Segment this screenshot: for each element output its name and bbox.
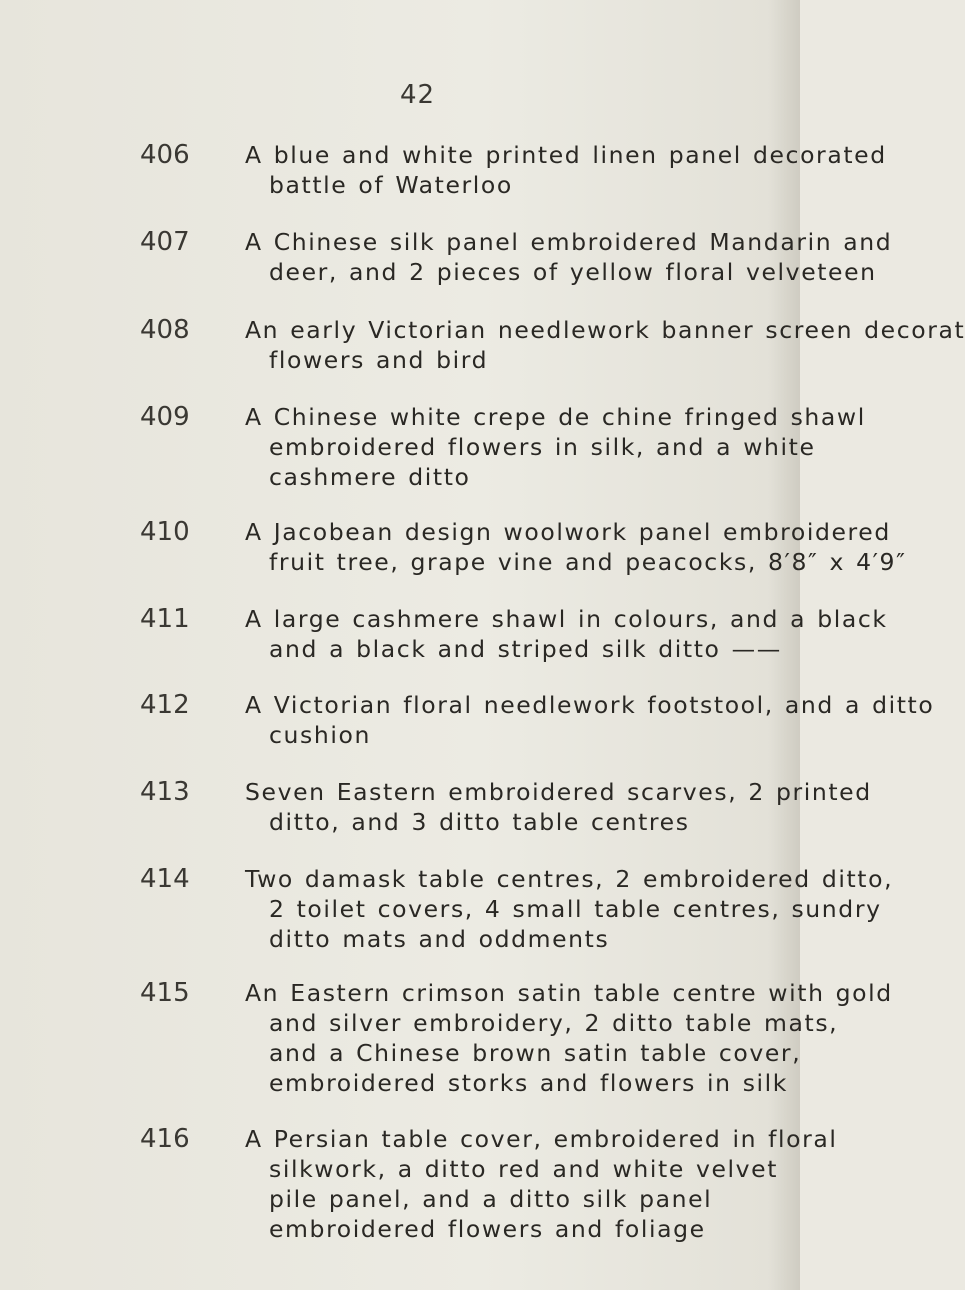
description-line: Seven Eastern embroidered scarves, 2 printed <box>245 778 872 806</box>
description-line: A Chinese silk panel embroidered Mandarin and <box>245 228 893 256</box>
description-line: flowers and bird <box>269 346 489 374</box>
lot-number: 412 <box>140 690 190 720</box>
lot-description <box>245 604 888 664</box>
lot-number: 406 <box>140 140 190 170</box>
description-line: and a Chinese brown satin table cover, <box>269 1039 802 1067</box>
description-line: An early Victorian needlework banner screen decorat <box>245 316 965 344</box>
description-line: A Victorian floral needlework footstool, and a ditto <box>245 691 935 719</box>
description-line: embroidered flowers and foliage <box>269 1215 706 1243</box>
description-line: 2 toilet covers, 4 small table centres, sundry <box>269 895 882 923</box>
description-line: A Jacobean design woolwork panel embroidered <box>245 518 891 546</box>
description-line: cushion <box>269 721 371 749</box>
description-line: fruit tree, grape vine and peacocks, 8′8″ x 4′9″ <box>269 548 907 576</box>
description-line: A Chinese white crepe de chine fringed shawl <box>245 403 866 431</box>
description-line: A blue and white printed linen panel decorated <box>245 141 887 169</box>
lot-description <box>245 777 872 837</box>
lot-number: 407 <box>140 227 190 257</box>
description-line: A Persian table cover, embroidered in floral <box>245 1125 838 1153</box>
description-line: and silver embroidery, 2 ditto table mats, <box>269 1009 839 1037</box>
lot-description <box>245 315 965 375</box>
description-line: Two damask table centres, 2 embroidered ditto, <box>245 865 894 893</box>
lot-description <box>245 140 887 200</box>
description-line: ditto mats and oddments <box>269 925 610 953</box>
description-line: ditto, and 3 ditto table centres <box>269 808 690 836</box>
description-line: An Eastern crimson satin table centre with gold <box>245 979 893 1007</box>
lot-number: 409 <box>140 402 190 432</box>
lot-number: 416 <box>140 1124 190 1154</box>
lot-description <box>245 227 893 287</box>
lot-number: 413 <box>140 777 190 807</box>
lot-number: 415 <box>140 978 190 1008</box>
description-line: A large cashmere shawl in colours, and a black <box>245 605 888 633</box>
description-line: pile panel, and a ditto silk panel <box>269 1185 713 1213</box>
lot-description <box>245 517 907 577</box>
description-line: and a black and striped silk ditto —— <box>269 635 782 663</box>
description-line: embroidered storks and flowers in silk <box>269 1069 789 1097</box>
description-line: deer, and 2 pieces of yellow floral velveteen <box>269 258 877 286</box>
lot-number: 408 <box>140 315 190 345</box>
lot-description <box>245 402 866 492</box>
lot-description <box>245 690 935 750</box>
lot-description <box>245 1124 838 1244</box>
description-line: silkwork, a ditto red and white velvet <box>269 1155 779 1183</box>
lot-number: 411 <box>140 604 190 634</box>
lot-description <box>245 978 893 1098</box>
lot-description <box>245 864 894 954</box>
description-line: embroidered flowers in silk, and a white <box>269 433 816 461</box>
description-line: cashmere ditto <box>269 463 471 491</box>
page-number: 42 <box>400 80 436 110</box>
lot-number: 410 <box>140 517 190 547</box>
lot-number: 414 <box>140 864 190 894</box>
description-line: battle of Waterloo <box>269 171 513 199</box>
